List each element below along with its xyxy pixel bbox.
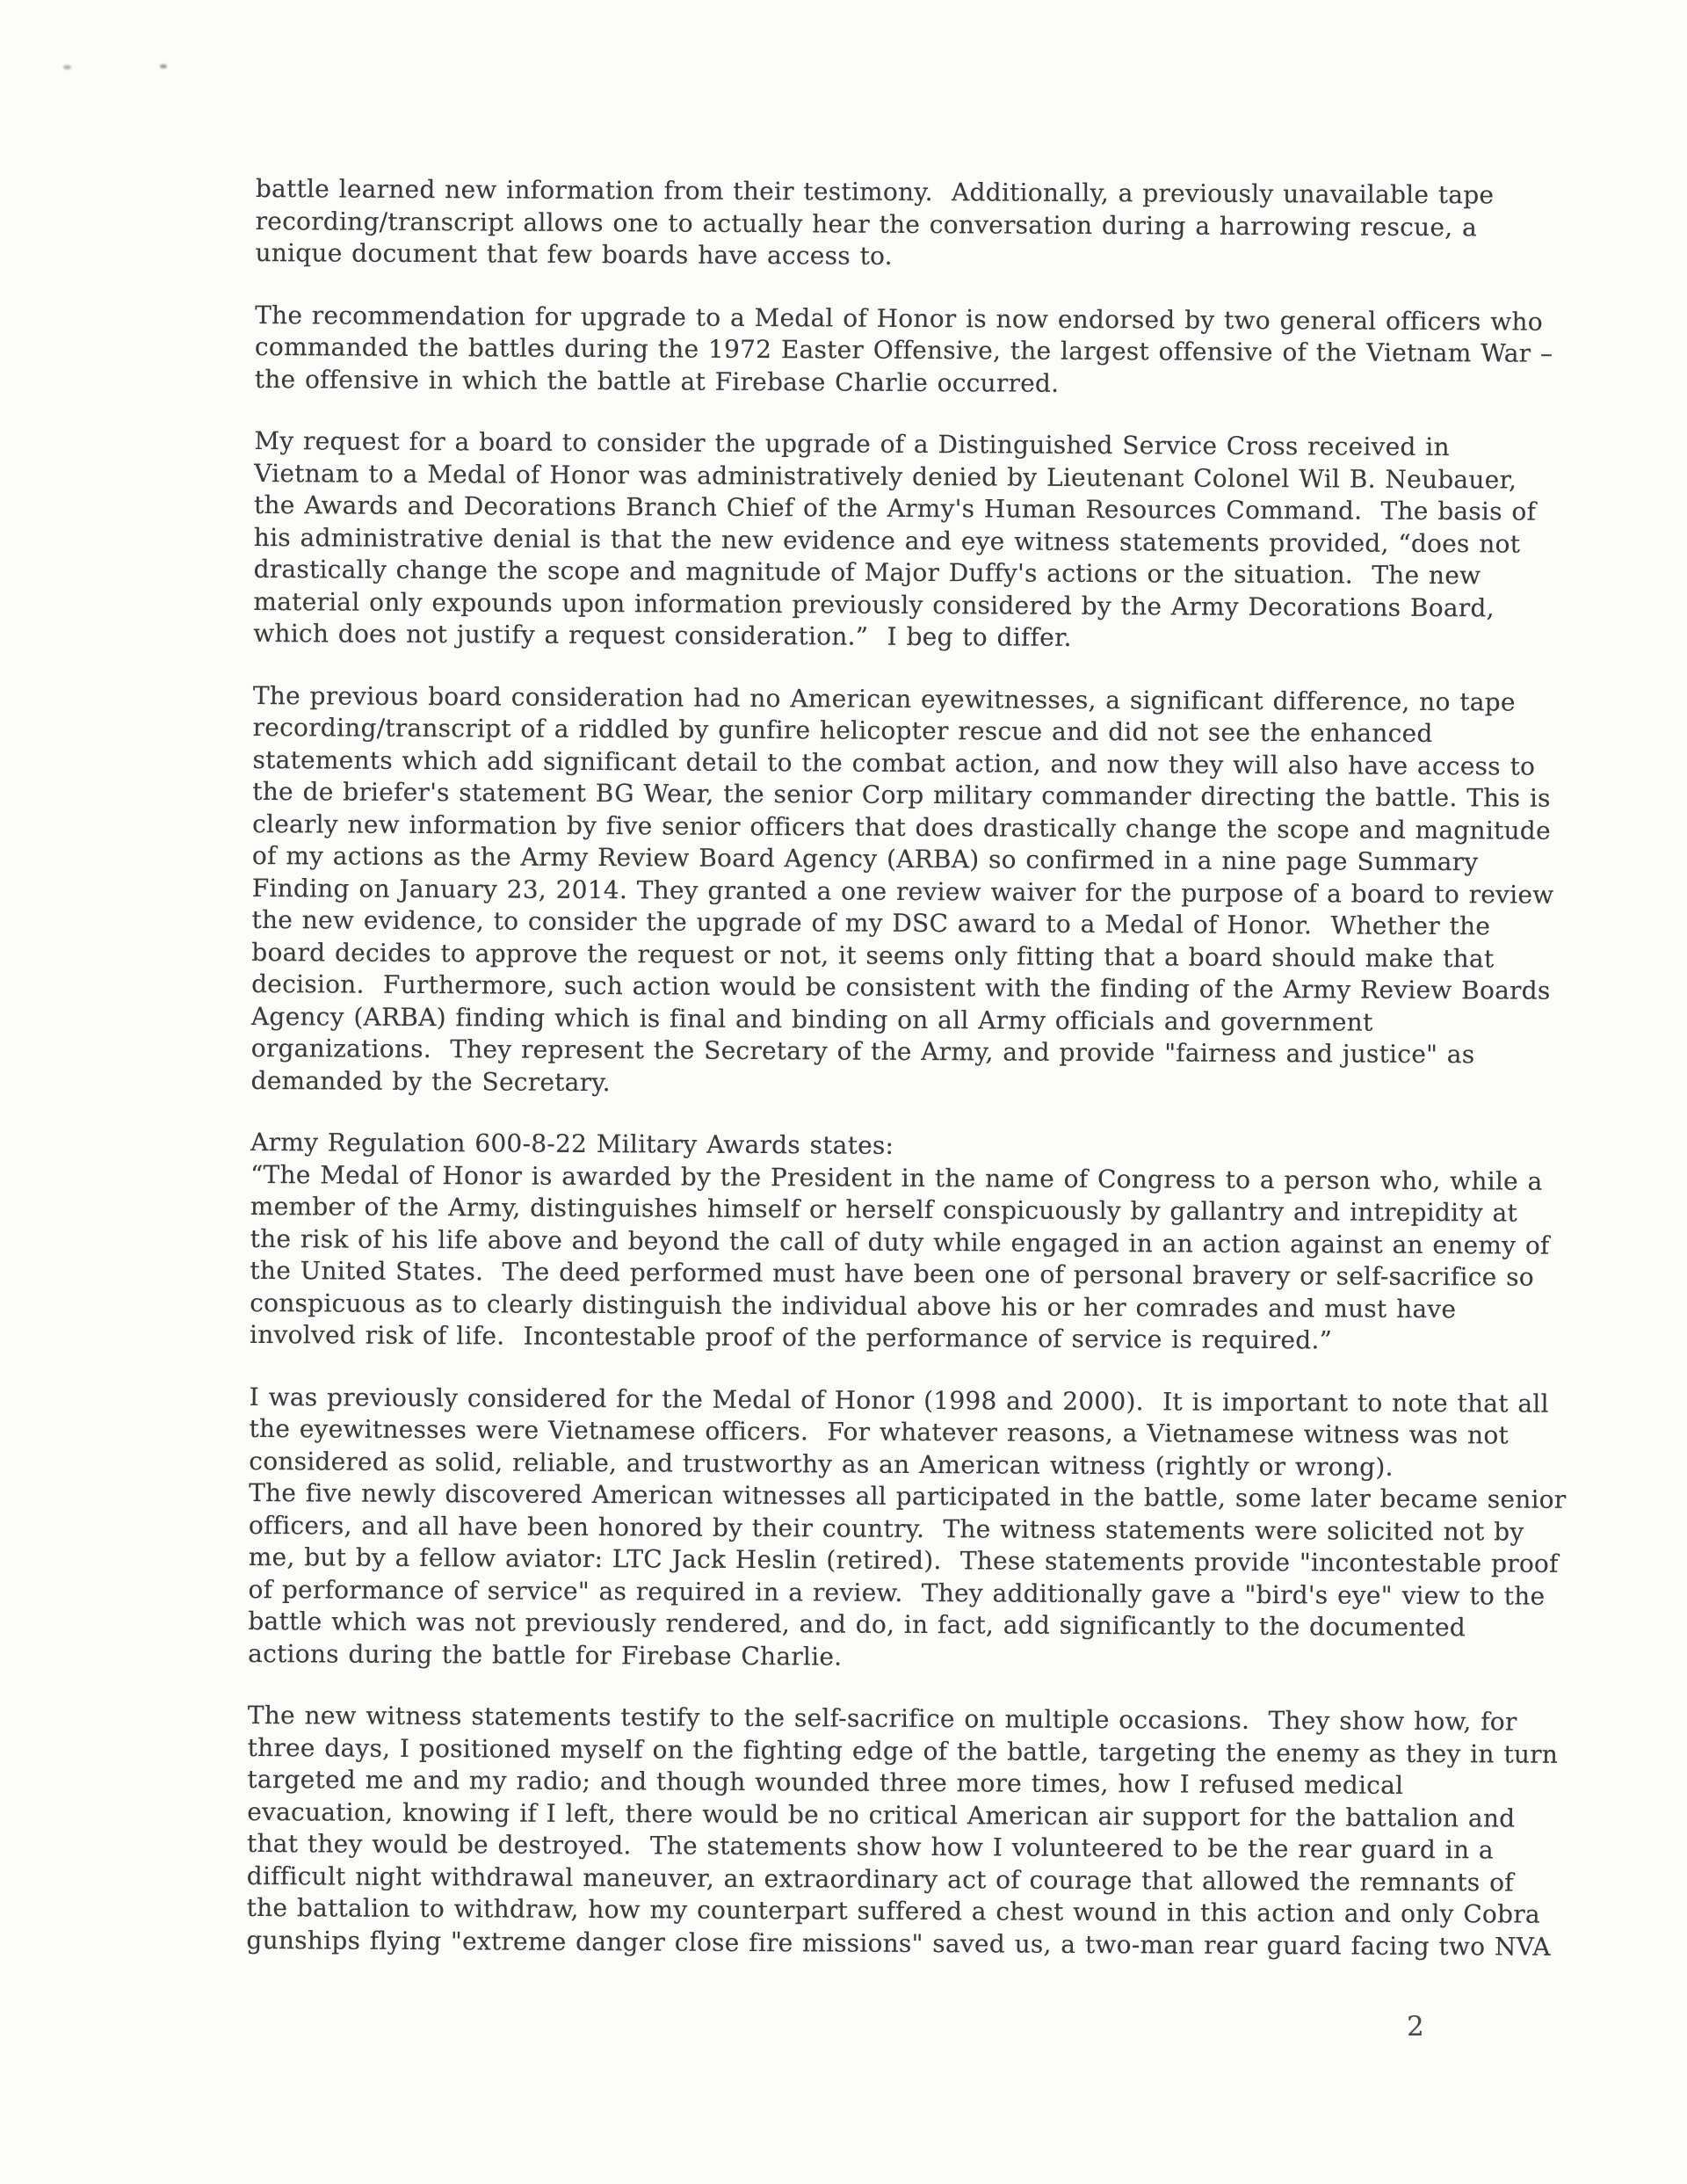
scan-speck	[160, 64, 167, 69]
text-line: the battalion to withdraw, how my counterpart suffered a chest wound in this action and only Cobra	[246, 1892, 1540, 1929]
text-line: My request for a board to consider the upgrade of a Distinguished Service Cross received in	[254, 425, 1450, 462]
text-line: the offensive in which the battle at Firebase Charlie occurred.	[254, 364, 1060, 398]
text-line: “The Medal of Honor is awarded by the President in the name of Congress to a person who, while a	[250, 1159, 1543, 1196]
text-line: demanded by the Secretary.	[250, 1065, 611, 1097]
text-line: the Awards and Decorations Branch Chief of the Army's Human Resources Command. The basis of	[253, 490, 1537, 526]
text-line: statements which add significant detail to the combat action, and now they will also have access to	[252, 744, 1536, 781]
text-line: recording/transcript allows one to actually hear the conversation during a harrowing rescue, a	[255, 206, 1478, 242]
text-line: conspicuous as to clearly distinguish the individual above his or her comrades and must have	[250, 1288, 1457, 1324]
text-line: of performance of service" as required in a review. They additionally gave a "bird's eye" view to the	[248, 1574, 1546, 1611]
text-line: Agency (ARBA) finding which is final and binding on all Army officials and government	[250, 1001, 1373, 1037]
text-line: Vietnam to a Medal of Honor was administratively denied by Lieutenant Colonel Wil B. Neubauer,	[254, 458, 1517, 495]
letter-body	[246, 173, 1567, 1963]
text-line: involved risk of life. Incontestable proof of the performance of service is required.”	[249, 1319, 1333, 1355]
text-line: which does not justify a request consideration.” I beg to differ.	[253, 618, 1072, 652]
text-line: drastically change the scope and magnitude of Major Duffy's actions or the situation. The new	[253, 554, 1481, 591]
paragraph	[250, 679, 1554, 1103]
paragraph	[249, 1127, 1550, 1358]
text-line: Finding on January 23, 2014. They granted a one review waiver for the purpose of a board to review	[251, 873, 1554, 910]
text-line: gunships flying "extreme danger close fire missions" saved us, a two-man rear guard facing two NVA	[246, 1925, 1551, 1962]
text-line: the risk of his life above and beyond the call of duty while engaged in an action against an enemy of	[250, 1223, 1550, 1260]
text-line: I was previously considered for the Medal of Honor (1998 and 2000). It is important to note that all	[249, 1382, 1549, 1419]
scan-speck	[63, 65, 71, 69]
text-line: difficult night withdrawal maneuver, an extraordinary act of courage that allowed the remnants of	[246, 1861, 1514, 1897]
text-line: three days, I positioned myself on the fighting edge of the battle, targeting the enemy as they in turn	[247, 1732, 1559, 1769]
text-line: The new witness statements testify to the self-sacrifice on multiple occasions. They show how, for	[247, 1700, 1517, 1737]
page-number: 2	[1407, 2011, 1424, 2043]
text-line: the de briefer's statement BG Wear, the senior Corp military commander directing the battle. This is	[252, 776, 1551, 813]
text-line: me, but by a fellow aviator: LTC Jack Heslin (retired). These statements provide "incontestable proof	[248, 1542, 1559, 1578]
text-line: the new evidence, to consider the upgrade of my DSC award to a Medal of Honor. Whether the	[251, 904, 1491, 941]
text-line: The previous board consideration had no American eyewitnesses, a significant difference, no tape	[252, 680, 1516, 717]
text-line: recording/transcript of a riddled by gunfire helicopter rescue and did not see the enhanced	[252, 712, 1433, 749]
paragraph	[246, 1700, 1559, 1963]
paragraph	[253, 425, 1537, 657]
paragraph	[255, 173, 1495, 276]
text-line: the eyewitnesses were Vietnamese officers. For whatever reasons, a Vietnamese witness was not	[249, 1413, 1510, 1450]
text-line: commanded the battles during the 1972 Easter Offensive, the largest offensive of the Vietnam War –	[254, 331, 1553, 368]
text-line: clearly new information by five senior officers that does drastically change the scope and magnitude	[252, 809, 1551, 845]
text-line: considered as solid, reliable, and trustworthy as an American witness (rightly or wrong).	[249, 1446, 1394, 1482]
text-line: The recommendation for upgrade to a Medal of Honor is now endorsed by two general officers who	[255, 300, 1543, 337]
text-line: The five newly discovered American witnesses all participated in the battle, some later became senior	[249, 1477, 1567, 1514]
text-line: unique document that few boards have access to.	[255, 237, 893, 271]
text-line: organizations. They represent the Secretary of the Army, and provide "fairness and justice" as	[250, 1033, 1475, 1070]
text-line: member of the Army, distinguishes himself or herself conspicuously by gallantry and intrepidity at	[250, 1191, 1518, 1228]
text-line: his administrative denial is that the new evidence and eye witness statements provided, “does not	[253, 522, 1521, 559]
text-line: battle learned new information from their testimony. Additionally, a previously unavailable tape	[255, 173, 1495, 210]
text-line: targeted me and my radio; and though wounded three more times, how I refused medical	[247, 1764, 1404, 1800]
text-line: decision. Furthermore, such action would be consistent with the finding of the Army Review Boards	[251, 969, 1551, 1005]
paragraph	[254, 299, 1553, 402]
text-line: of my actions as the Army Review Board Agency (ARBA) so confirmed in a nine page Summary	[251, 840, 1479, 877]
paragraph	[248, 1381, 1567, 1676]
text-line: that they would be destroyed. The statements show how I volunteered to be the rear guard in a	[246, 1828, 1494, 1865]
text-line: Army Regulation 600-8-22 Military Awards states:	[250, 1127, 894, 1160]
text-line: board decides to approve the request or not, it seems only fitting that a board should make that	[251, 937, 1495, 973]
text-line: battle which was not previously rendered, and do, in fact, add significantly to the documented	[248, 1606, 1466, 1643]
text-line: officers, and all have been honored by their country. The witness statements were solicited not by	[248, 1510, 1524, 1547]
text-line: actions during the battle for Firebase Charlie.	[248, 1638, 843, 1672]
text-line: the United States. The deed performed must have been one of personal bravery or self-sacrifice so	[250, 1255, 1534, 1292]
text-line: material only expounds upon information previously considered by the Army Decorations Board,	[253, 586, 1495, 622]
text-line: evacuation, knowing if I left, there would be no critical American air support for the battalion and	[247, 1796, 1516, 1833]
